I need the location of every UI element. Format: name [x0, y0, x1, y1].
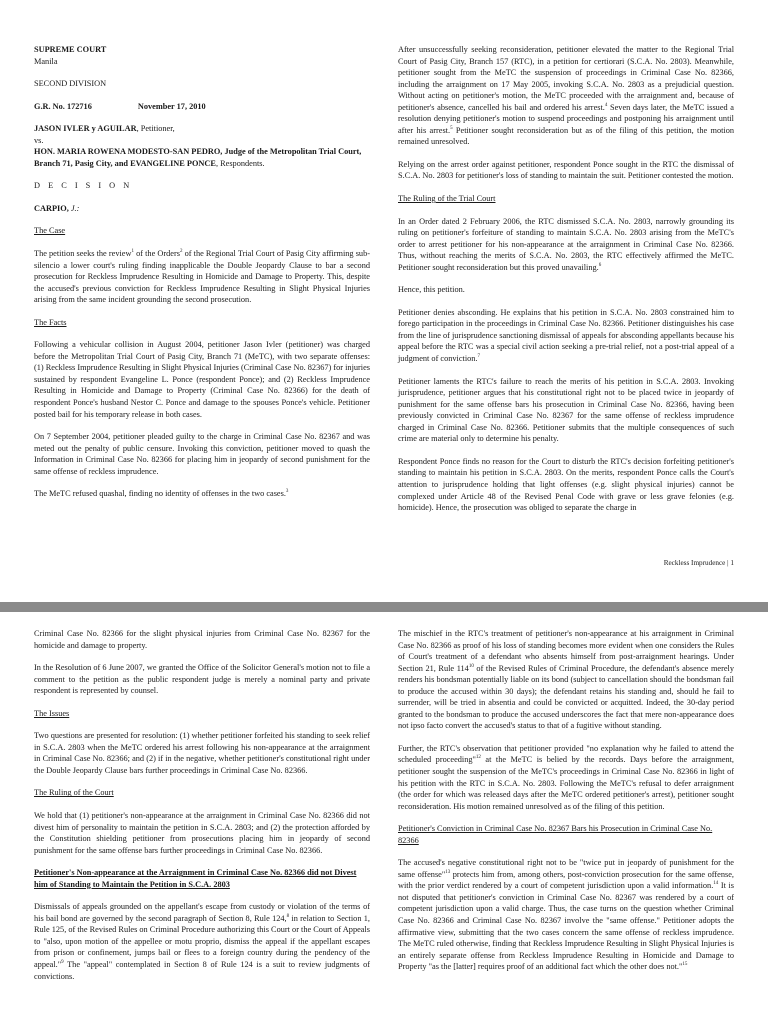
paragraph: [34, 488, 370, 500]
footnote-marker: 12: [475, 755, 481, 761]
page-footer: Reckless Imprudence | 1: [663, 559, 734, 567]
footnote-marker: 14: [713, 881, 719, 887]
text-run: Petitioner's Conviction in Criminal Case No. 82367 Bars his Prosecution in Criminal Case No. 82366: [398, 824, 713, 845]
paragraph: [34, 867, 370, 890]
paragraph: [34, 78, 370, 90]
text-run: Relying on the arrest order against petitioner, respondent Ponce sought in the RTC the dismissal of S.C.A. No. 2803 for petitioner's loss of standing to maintain the suit. Petitioner contested the motion.: [398, 159, 734, 181]
paragraph: [398, 307, 734, 365]
footnote-marker: 13: [445, 870, 451, 876]
text-run: Respondent Ponce finds no reason for the Court to disturb the RTC's decision forfeiting petitioner's standing to maintain his petition in S.C.A. 2803. On the merits, respondent Ponce calls the Court's attention to jurisprudence holding that light offenses (e.g. slight physical injuries) cannot be complexed under Article 48 of the Revised Penal Code with grave or less grave felonies (e.g. homicide). Hence, the prosecution was obliged to separate the charge in: [398, 456, 734, 513]
paragraph: [34, 662, 370, 697]
text-run: D E C I S I O N: [34, 181, 133, 191]
text-run: In the Resolution of 6 June 2007, we granted the Office of the Solicitor General's motion not to file a comment to the petition as the public respondent judge is merely a nominal party and private respondent is represented by counsel.: [34, 663, 370, 696]
text-run: in relation to Section 1, Rule 125, of the Revised Rules on Criminal Procedure authorizing this Court or the Court of Appeals to "also, upon motion of the appellee or motu proprio, dismiss the appeal if the appellant escapes from prison or confinement, jumps bail or flees to a foreign country during the pendency of the appeal.": [34, 913, 370, 970]
document-page-2: [0, 612, 768, 1024]
page2-right-column: [398, 628, 734, 984]
text-run: of the Regional Trial Court of Pasig City affirming sub-silencio a lower court's ruling finding inapplicable the Double Jeopardy Clause to bar a second prosecution for Reckless Imprudence Resulting in Homicide and Damage to Property. This, despite the accused's previous conviction for Reckless Imprudence Resulting in Slight Physical Injuries arising from the same incident grounding the second prosecution.: [34, 249, 370, 305]
text-run: Criminal Case No. 82366 for the slight physical injuries from Criminal Case No. 82367 for the homicide and damage to property.: [34, 629, 370, 650]
paragraph: [34, 810, 370, 856]
footnote-marker: 8: [286, 914, 290, 920]
paragraph: [398, 857, 734, 972]
text-run: Manila: [34, 56, 58, 66]
text-run: November 17, 2010: [137, 101, 206, 111]
text-run: We hold that (1) petitioner's non-appearance at the arraignment in Criminal Case No. 82366 did not divest him of personality to maintain the petition in S.C.A. 2803; and (2) the protection afforded by the Constitution shielding petitioner from prosecutions placing him in jeopardy of second punishment for the same offense bars further proceedings in Criminal Case No. 82366.: [34, 811, 370, 855]
text-run: SECOND DIVISION: [34, 79, 107, 89]
text-run: Petitioner sought reconsideration but as of the filing of this petition, the motion remained unresolved.: [398, 125, 735, 147]
text-run: protects him from, among others, post-conviction prosecution for the same offense, with the prior verdict rendered by a court of competent jurisdiction upon a valid information.: [398, 869, 734, 891]
bold-text: HON. MARIA ROWENA MODESTO-SAN PEDRO, Judge of the Metropolitan Trial Court, Branch 71, Pasig City, and EVANGELINE PONCE: [34, 147, 362, 168]
paragraph: [34, 180, 370, 192]
text-run: Seven days later, the MeTC issued a resolution denying petitioner's motion to suspend proceedings and postponing his arraignment until after his arrest.: [398, 102, 734, 135]
text-run: Following a vehicular collision in August 2004, petitioner Jason Ivler (petitioner) was charged before the Metropolitan Trial Court of Pasig City, Branch 71 (MeTC), with two separate offenses: (1) Reckless Imprudence Resulting in Slight Physical Injuries (Criminal Case No. 82367) for injuries sustained by respondent Evangeline L. Ponce (respondent Ponce); and (2) Reckless Imprudence Resulting in Homicide and Damage to Property (Criminal Case No. 82366) for the death of respondent Ponce's husband Nestor C. Ponce and damage to the spouses Ponce's vehicle. Petitioner posted bail for his temporary release in both cases.: [34, 340, 370, 419]
text-run: On 7 September 2004, petitioner pleaded guilty to the charge in Criminal Case No. 82367 and was meted out the penalty of public censure. Invoking this conviction, petitioner moved to quash the Information in Criminal Case No. 82366 for placing him in jeopardy of second punishment for the same offense of reckless imprudence.: [34, 432, 370, 476]
text-run: The accused's negative constitutional right not to be "twice put in jeopardy of punishment for the same offense": [398, 858, 734, 879]
bold-text: JASON IVLER y AGUILAR: [34, 124, 137, 134]
paragraph: [398, 456, 734, 514]
text-run: Dismissals of appeals grounded on the appellant's escape from custody or violation of the terms of his bail bond are governed by the second paragraph of Section 8, Rule 124,: [34, 902, 370, 923]
text-run: The Ruling of the Trial Court: [398, 194, 496, 204]
footnote-marker: 9: [61, 960, 64, 966]
paragraph: [34, 730, 370, 776]
text-run: After unsuccessfully seeking reconsideration, petitioner elevated the matter to the Regional Trial Court of Pasig City, Branch 157 (RTC), in a petition for certiorari (S.C.A. No. 2803). Meanwhile, petitioner sought from the MeTC the suspension of proceedings in Criminal Case No. 82366, including the arraignment on 17 May 2005, invoking S.C.A. No. 2803 as a prejudicial question. Without acting on petitioner's motion, the MeTC proceeded with the arraignment and, because of petitioner's absence, cancelled his bail and ordered his arrest.: [398, 45, 734, 112]
footnote-marker: 3: [285, 489, 289, 495]
paragraph: [34, 123, 370, 135]
paragraph: [34, 56, 370, 68]
footnote-marker: 15: [682, 962, 688, 968]
page2-left-column: [34, 628, 370, 993]
text-run: G.R. No. 172716: [34, 101, 92, 111]
paragraph: [34, 787, 370, 799]
footnote-marker: 5: [450, 126, 453, 132]
footnote-marker: 4: [604, 102, 608, 108]
footnote-marker: 2: [179, 249, 183, 255]
paragraph: [34, 317, 370, 329]
footnote-marker: 1: [131, 249, 134, 255]
paragraph: [398, 193, 734, 205]
paragraph: [34, 431, 370, 477]
text-run: The Facts: [34, 317, 67, 327]
paragraph: [34, 628, 370, 651]
text-run: Petitioner denies absconding. He explains that his petition in S.C.A. No. 2803 constrained him to forego participation in the proceedings in Criminal Case No. 82366. Petitioner distinguishes his case from the line of jurisprudence sanctioning dismissal of appeals for absconding appellants because his appeal before the RTC was a special civil action seeking a pre-trial relief, not a post-trial appeal of a judgment of conviction.: [398, 307, 734, 364]
paragraph: [34, 135, 370, 147]
page1-left-column: [34, 44, 370, 511]
paragraph: [34, 708, 370, 720]
paragraph: [398, 823, 734, 846]
text-run: SUPREME COURT: [34, 45, 107, 54]
text-run: Petitioner's Non-appearance at the Arraignment in Criminal Case No. 82366 did not Divest him of Standing to Maintain the Petition in S.C.A. 2803: [34, 868, 357, 889]
footnote-marker: 10: [468, 663, 474, 669]
text-run: The Issues: [34, 708, 70, 718]
text-run: at the MeTC is belied by the records. Days before the arraignment, petitioner sought the suspension of the MeTC's proceedings in Criminal Case No. 82366 in light of his petition with the RTC in S.C.A. No. 2803. Following the MeTC's refusal to defer arraignment (the order for which was released days after the MeTC ordered petitioner's arrest), petitioner sought reconsideration. His motion remained unresolved as of the filing of this petition.: [398, 755, 734, 811]
bold-text: CARPIO,: [34, 203, 71, 213]
text-run: The "appeal" contemplated in Section 8 of Rule 124 is a suit to review judgments of convictions.: [34, 960, 370, 981]
footnote-marker: 7: [477, 354, 480, 360]
paragraph: [34, 101, 370, 113]
paragraph: [34, 225, 370, 237]
paragraph: [398, 743, 734, 812]
text-run: vs.: [34, 135, 44, 145]
paragraph: [398, 44, 734, 148]
text-run: In an Order dated 2 February 2006, the RTC dismissed S.C.A. No. 2803, narrowly grounding its ruling on petitioner's forfeiture of standing to maintain S.C.A. No. 2803 arising from the MeTC's order to arrest petitioner for his non-appearance at the arraignment in Criminal Case No. 82366. Thus, without reaching the merits of S.C.A. No. 2803, the RTC effectively affirmed the MeTC. Petitioner sought reconsideration but this proved unavailing.: [398, 216, 734, 272]
paragraph: [398, 284, 734, 296]
paragraph: [34, 44, 370, 56]
italic-text: J.:: [70, 203, 80, 213]
text-run: of the Revised Rules of Criminal Procedure, the defendant's absence merely renders his bondsman potentially liable on its bond (subject to cancellation should the bondsman fail to produce the accused within 30 days); the defendant retains his standing and, should he fail to surrender, will be tried in absentia and could be convicted or acquitted. Indeed, the 30-day period granted to the bondsman to produce the accused underscores the fact that mere non-appearance does not ipso facto convert the accused's status to that of a fugitive without standing.: [398, 663, 734, 731]
paragraph: [34, 146, 370, 169]
text-run: , Respondents.: [215, 158, 265, 168]
paragraph: [398, 628, 734, 732]
text-run: The mischief in the RTC's treatment of petitioner's non-appearance at his arraignment in Criminal Case No. 82366 as proof of his loss of standing becomes more evident when one considers the Rules of Court's treatment of a defendant who absents himself from post-arraignment hearings. Under Section 21, Rule 114: [398, 629, 734, 673]
text-run: The MeTC refused quashal, finding no identity of offenses in the two cases.: [34, 489, 286, 499]
text-run: , Petitioner,: [136, 124, 175, 134]
page1-right-column: [398, 44, 734, 525]
paragraph: [398, 216, 734, 274]
text-run: The petition seeks the review: [34, 249, 132, 259]
text-run: Petitioner laments the RTC's failure to reach the merits of his petition in S.C.A. 2803. Invoking jurisprudence, petitioner argues that his constitutional right not to be placed twice in jeopardy of punishment for the same offense bars his prosecution in Criminal Case No. 82366, having been previously convicted in Criminal Case No. 82367 for the same offense of reckless imprudence charged in Criminal Case No. 82366. Petitioner submits that the multiple consequences of such crime are material only to determine his penalty.: [398, 376, 734, 444]
paragraph: [34, 901, 370, 982]
text-run: Further, the RTC's observation that petitioner provided "no explanation why he failed to attend the scheduled proceeding": [398, 743, 734, 765]
paragraph: [34, 248, 370, 306]
paragraph: [398, 376, 734, 445]
paragraph: [34, 203, 370, 215]
footnote-marker: 6: [598, 262, 602, 268]
paragraph: [398, 159, 734, 182]
text-run: Hence, this petition.: [398, 285, 465, 295]
text-run: Two questions are presented for resolution: (1) whether petitioner forfeited his standing to seek relief in S.C.A. 2803 when the MeTC ordered his arrest following his non-appearance at the arraignment in Criminal Case No. 82366; and (2) if in the negative, whether petitioner's constitutional right under the Double Jeopardy Clause bars further proceedings in Criminal Case No. 82366.: [34, 731, 370, 775]
text-run: of the Orders: [133, 249, 180, 259]
text-run: The Case: [34, 226, 66, 236]
text-run: The Ruling of the Court: [34, 788, 114, 798]
text-run: It is not disputed that petitioner's conviction in Criminal Case No. 82367 was rendered by a court of competent jurisdiction upon a valid charge. Thus, the case turns on the question whether Criminal Case No. 82366 and Criminal Case No. 82367 involve the "same offense." Petitioner adopts the affirmative view, submitting that the two cases concern the same offense of reckless imprudence. The MeTC ruled otherwise, finding that Reckless Imprudence Resulting in Slight Physical Injuries is an entirely separate offense from Reckless Imprudence Resulting in Homicide and Damage to Property "as the [latter] requires proof of an additional fact which the other does not.": [398, 881, 734, 972]
paragraph: [34, 339, 370, 420]
